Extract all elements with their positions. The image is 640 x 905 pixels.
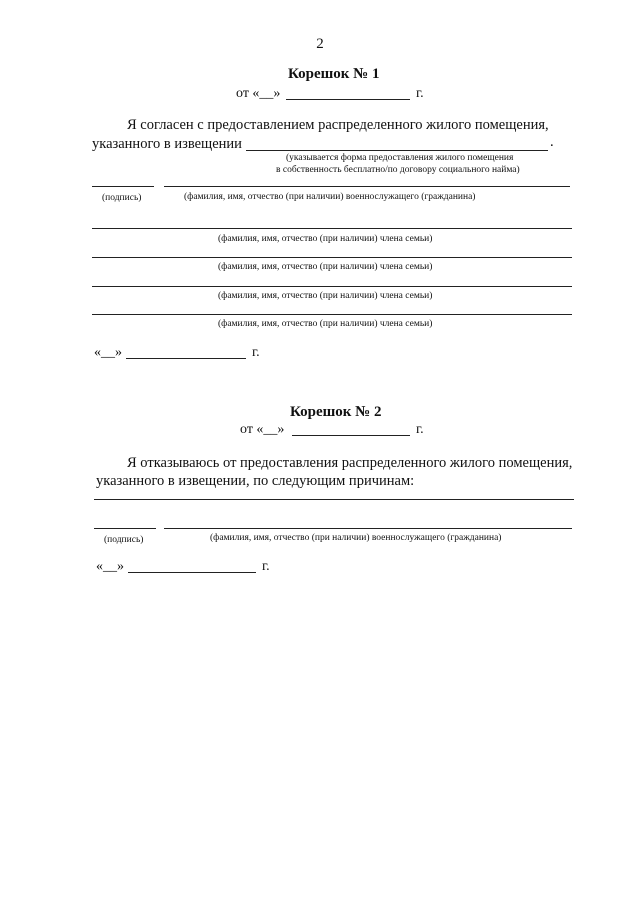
page-number: 2 [316,36,324,52]
stub1-signature-label: (подпись) [102,193,142,203]
stub1-date-field[interactable] [286,99,410,100]
stub2-title: Корешок № 2 [290,404,382,420]
stub1-family-label-1: (фамилия, имя, отчество (при наличии) члена семьи) [218,234,433,244]
stub2-date-bottom-prefix: «__» [96,559,124,574]
stub1-fio-serviceman-label: (фамилия, имя, отчество (при наличии) военнослужащего (гражданина) [184,192,476,202]
stub1-family-label-2: (фамилия, имя, отчество (при наличии) члена семьи) [218,262,433,272]
stub1-family-label-3: (фамилия, имя, отчество (при наличии) члена семьи) [218,291,433,301]
stub1-hint-line1: (указывается форма предоставления жилого помещения [286,153,514,163]
stub1-date-bottom-suffix: г. [252,345,260,360]
stub1-date-bottom-field[interactable] [126,358,246,359]
stub2-fio-serviceman-label: (фамилия, имя, отчество (при наличии) военнослужащего (гражданина) [210,533,502,543]
stub2-date-prefix: от «__» [240,422,285,437]
stub1-family-field-3[interactable] [92,286,572,287]
stub1-hint-line2: в собственность бесплатно/по договору социального найма) [276,165,520,175]
stub2-refuse-line1: Я отказываюсь от предоставления распределенного жилого помещения, [127,455,573,471]
stub1-family-field-4[interactable] [92,314,572,315]
stub1-family-field-1[interactable] [92,228,572,229]
stub2-refuse-line2: указанного в извещении, по следующим причинам: [96,473,415,489]
stub1-title: Корешок № 1 [288,66,380,82]
stub1-agree-line2: указанного в извещении [92,136,242,152]
stub1-family-field-2[interactable] [92,257,572,258]
stub2-date-bottom-field[interactable] [128,572,256,573]
stub1-date-bottom-prefix: «__» [94,345,122,360]
stub2-date-field[interactable] [292,435,410,436]
stub2-signature-label: (подпись) [104,535,144,545]
stub1-family-label-4: (фамилия, имя, отчество (при наличии) члена семьи) [218,319,433,329]
stub2-date-bottom-suffix: г. [262,559,270,574]
stub1-agree-line1: Я согласен с предоставлением распределенного жилого помещения, [127,117,549,133]
stub1-agree-end: . [550,134,554,150]
stub2-signature-field[interactable] [94,528,156,529]
stub2-date-suffix: г. [416,422,424,437]
stub1-housing-form-field[interactable] [246,150,548,151]
stub2-reasons-field[interactable] [94,499,574,500]
stub1-date-suffix: г. [416,86,424,101]
stub1-date-prefix: от «__» [236,86,281,101]
stub1-signature-field[interactable] [92,186,154,187]
stub2-fio-serviceman-field[interactable] [164,528,572,529]
stub1-fio-serviceman-field[interactable] [164,186,570,187]
